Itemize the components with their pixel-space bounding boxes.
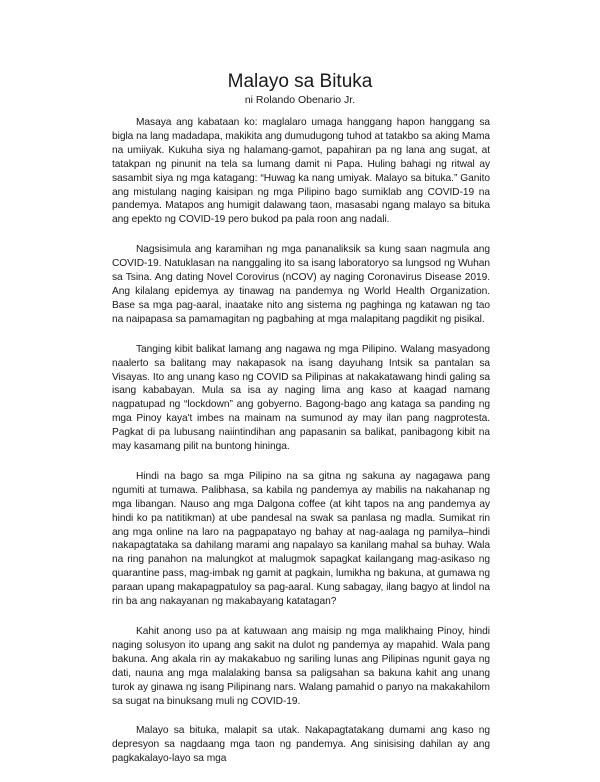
page-title: Malayo sa Bituka — [227, 71, 373, 92]
paragraph-5: Kahit anong uso pa at katuwaan ang maisip ng mga malikhaing Pinoy, hindi naging solusyon ito upang ang sakit na dulot ng pandemya ay mapahid. Wala pang bakuna. Ang akala rin ay makakabuo ng sariling lunas ang Pilipinas ngunit gaya ng dati, nauna ang mga malalaking bansa sa paligsahan sa bakuna kahit ang unang turok ay ginawa ng isang Pilipinang nars. Walang pamahid o panyo na makakahilom sa sugat na binuksang muli ng COVID-19. — [112, 626, 490, 707]
paragraph-4: Hindi na bago sa mga Pilipino na sa gitna ng sakuna ay nagagawa pang ngumiti at tumawa. Palibhasa, sa kabila ng pandemya ay mabilis na nakahanap ng mga libangan. Nauso ang mga Dalgona coffee (at kiht tapos na ang pandemya ay hindi ko pa natitikman) at ube pandesal na swak sa panlasa ng madla. Sumikat rin ang mga online na laro na pagpapatayo ng bahay at nag-aalaga ng pamilya–hindi nakapagtataka sa dahilang marami ang napalayo sa kanilang mahal sa buhay. Wala na ring panahon na malungkot at malugmok sapagkat kailangang mag-asikaso ng quarantine pass, mag-imbak ng gamit at pagkain, lumikha ng bakuna, at gumawa ng paraan upang makapagpatuloy sa pag-aaral. Kung sabagay, ilang bagyo at lindol na rin ba ang nakayanan ng makabayang katatagan? — [112, 470, 490, 608]
paragraph-2: Nagsisimula ang karamihan ng mga pananaliksik sa kung saan nagmula ang COVID-19. Natuklasan na nanggaling ito sa isang laboratoryo sa lungsod ng Wuhan sa Tsina. Ang dating Novel Corovirus (nCOV) ay naging Coronavirus Disease 2019. Ang kilalang epidemya ay tinawag na pandemya ng World Health Organization. Base sa mga pag-aaral, inaatake nito ang sistema ng paghinga ng katawan ng tao na naipapasa sa pamamagitan ng pagbahing at mga malapitang pagdikit ng pisikal. — [112, 244, 490, 325]
author-byline: ni Rolando Obenario Jr. — [244, 94, 356, 106]
paragraph-6: Malayo sa bituka, malapit sa utak. Nakapagtatakang dumami ang kaso ng depresyon sa nagdaang mga taon ng pandemya. Ang sinisising dahilan ay ang pagkakalayo-layo sa mga — [112, 725, 490, 765]
paragraph-3: Tanging kibit balikat lamang ang nagawa ng mga Pilipino. Walang masyadong naalerto sa balitang may nakapasok na isang dayuhang Intsik sa pantalan sa Visayas. Ito ang unang kaso ng COVID sa Pilipinas at nakakatawang hindi galing sa isang kababayan. Mula sa isa ay naging lima ang kaso at kaagad namang nagpatupad ng “lockdown” ang gobyerno. Bagong-bago ang kataga sa panding ng mga Pinoy kaya't imbes na mainam na sumunod ay may ilan pang nagprotesta. Pagkat di pa lubusang naiintindihan ang papasanin sa balikat, panibagong kibit na may kasamang pilit na buntong hininga. — [112, 343, 490, 453]
paragraph-1: Masaya ang kabataan ko: maglalaro umaga hanggang hapon hanggang sa bigla na lang madadapa, makikita ang dumudugong tuhod at tatakbo sa aking Mama na umiiyak. Kukuha siya ng halamang-gamot, papahiran pa ng lana ang sugat, at tatakpan ng pinunit na tela sa lumang damit ni Papa. Huling bahagi ng ritwal ay sasambit siya ng mga katagang: “Huwag ka nang umiyak. Malayo sa bituka.” Ganito ang mistulang naging kaisipan ng mga Pilipino bago sumiklab ang COVID-19 na pandemya. Matapos ang humigit dalawang taon, masasabi ngang malayo sa bituka ang epekto ng COVID-19 pero bukod pa pala roon ang nadali. — [112, 117, 490, 226]
essay-body — [112, 116, 490, 782]
